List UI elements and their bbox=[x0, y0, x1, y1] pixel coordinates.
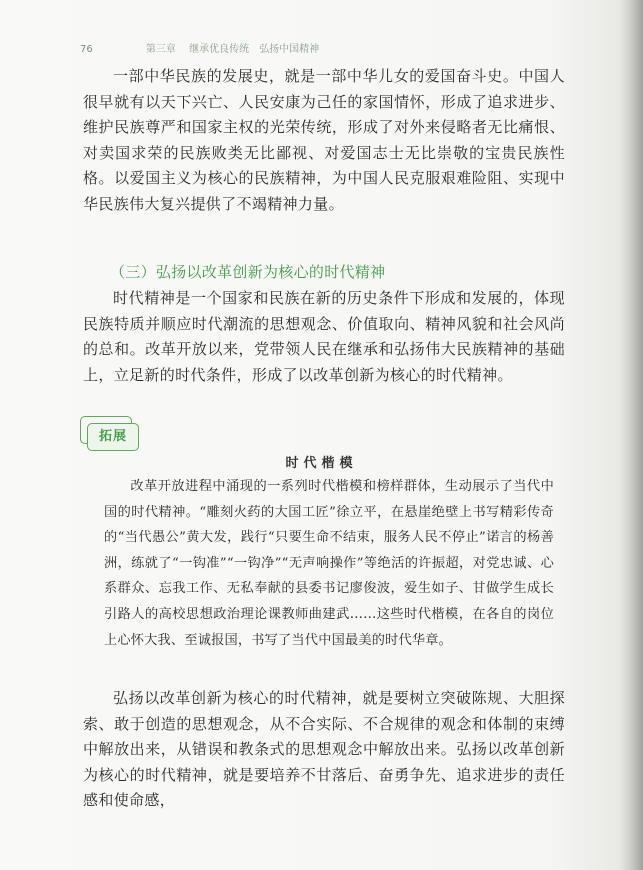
extension-tag-label: 拓展 bbox=[87, 423, 139, 451]
paragraph-patriotism: 一部中华民族的发展史，就是一部中华儿女的爱国奋斗史。中国人很早就有以天下兴亡、人民安康为己任的家国情怀，形成了追求进步、维护民族尊严和国家主权的光荣传统，形成了对外来侵略者无比痛恨、对卖国求荣的民族败类无比鄙视、对爱国志士无比崇敬的宝贵民族性格。以爱国主义为核心的民族精神，为中国人民克服艰难险阻、实现中华民族伟大复兴提供了不竭精神力量。 bbox=[83, 67, 565, 213]
section-heading: （三）弘扬以改革创新为核心的时代精神 bbox=[110, 263, 386, 281]
extension-tag bbox=[80, 416, 140, 450]
paragraph-reform-innovation: 弘扬以改革创新为核心的时代精神，就是要树立突破陈规、大胆探索、敢于创造的思想观念，从不合实际、不合规律的观念和体制的束缚中解放出来，从错误和教条式的思想观念中解放出来。弘扬以改革创新为核心的时代精神，就是要培养不甘落后、奋勇争先、追求进步的责任感和使命感， bbox=[83, 689, 565, 810]
page-edge-shadow bbox=[621, 0, 643, 870]
paragraph-spirit-of-times: 时代精神是一个国家和民族在新的历史条件下形成和发展的，体现民族特质并顺应时代潮流的思想观念、价值取向、精神风貌和社会风尚的总和。改革开放以来，党带领人民在继承和弘扬伟大民族精神的基础上，立足新的时代条件，形成了以改革创新为核心的时代精神。 bbox=[83, 289, 565, 384]
extension-text: 改革开放进程中涌现的一系列时代楷模和榜样群体，生动展示了当代中国的时代精神。“雕刻火药的大国工匠”徐立平，在悬崖绝壁上书写精彩传奇的“当代愚公”黄大发，践行“只要生命不结束，服务人民不停止”诺言的杨善洲，练就了“一钩准”“一钩净”“无声响操作”等绝活的许振超，对党忠诚、心系群众、忘我工作、无私奉献的县委书记廖俊波，爱生如子、甘做学生成长引路人的高校思想政治理论课教师曲建武……这些时代楷模，在各自的岗位上心怀大我、至诚报国，书写了当代中国最美的时代华章。 bbox=[104, 479, 554, 648]
chapter-label: 第三章 bbox=[145, 44, 176, 55]
page-number: 76 bbox=[80, 44, 93, 55]
chapter-title: 继承优良传统 弘扬中国精神 bbox=[189, 44, 320, 55]
extension-title: 时代楷模 bbox=[285, 456, 358, 471]
running-header bbox=[80, 40, 319, 55]
